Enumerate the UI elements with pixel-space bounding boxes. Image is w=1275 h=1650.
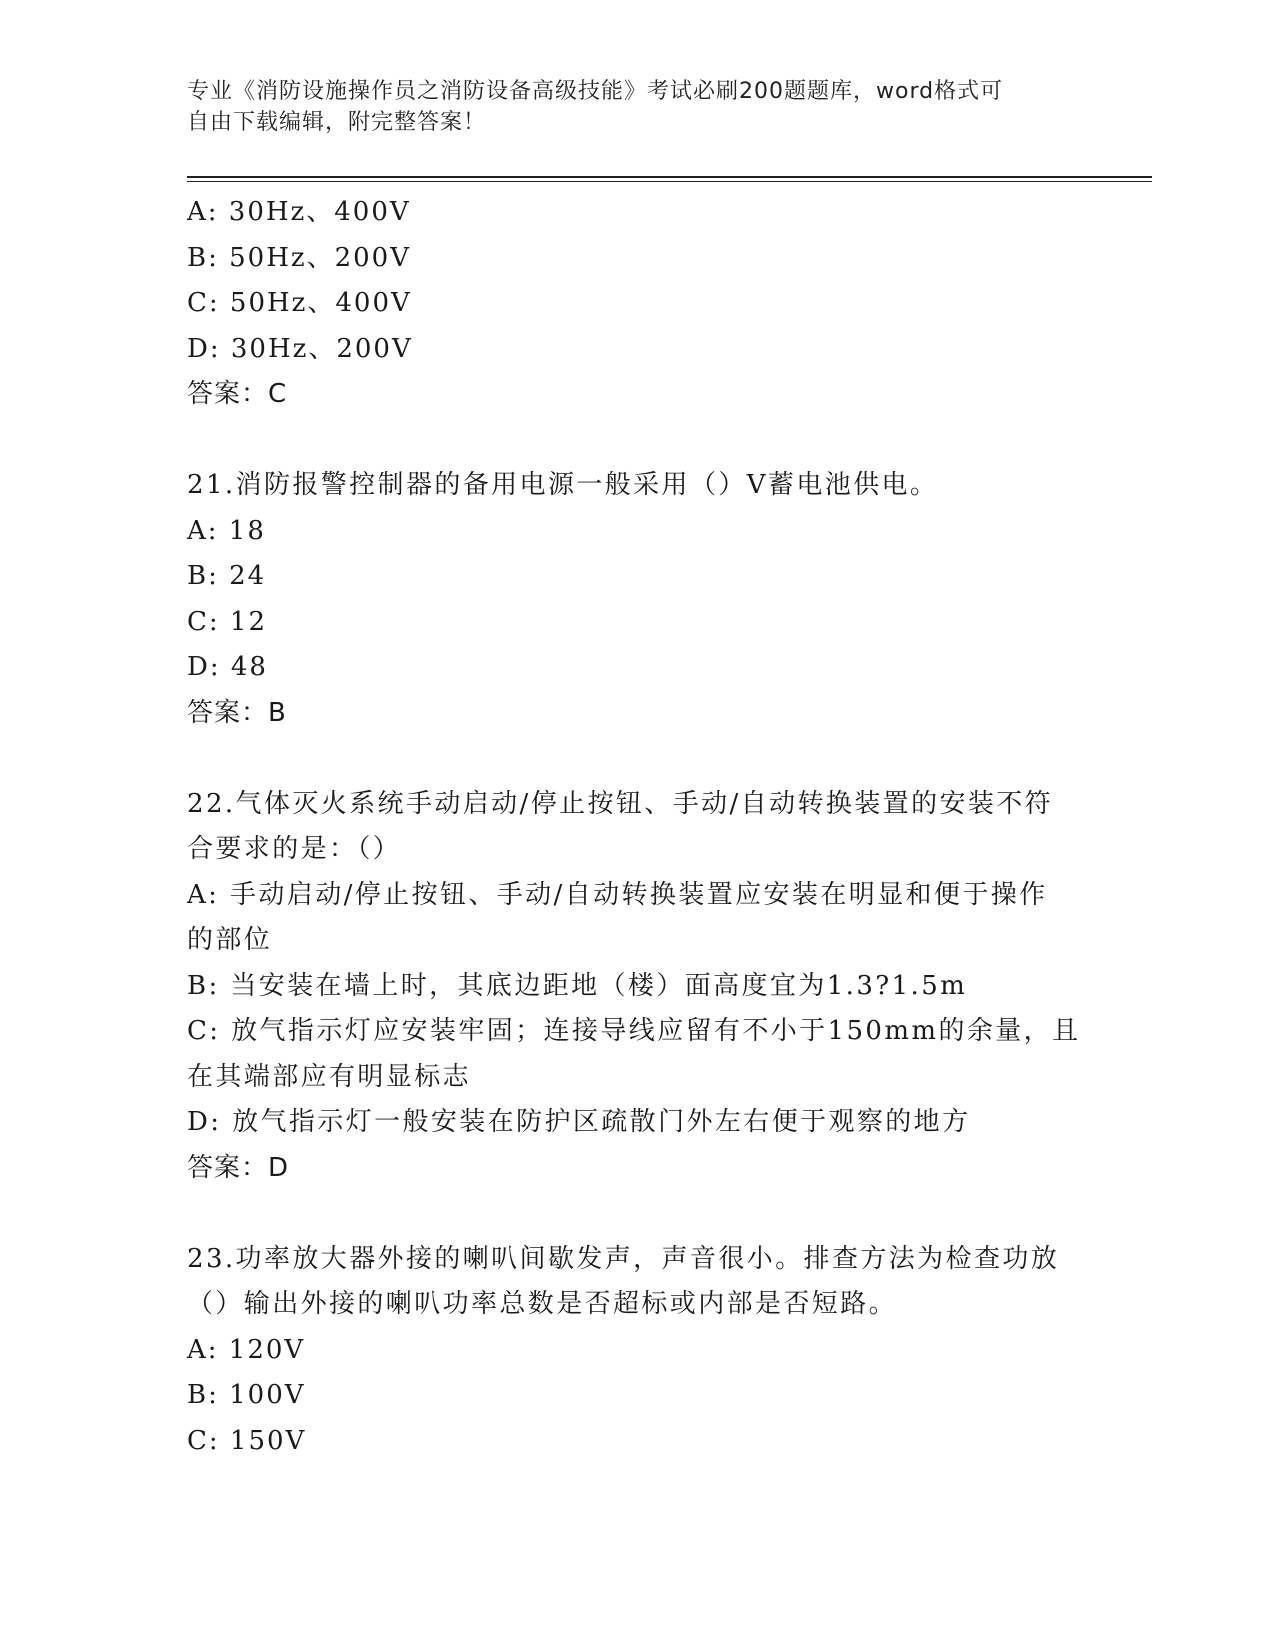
question-text-line-2: （）输出外接的喇叭功率总数是否超标或内部是否短路。 xyxy=(187,1289,898,1319)
question-block-prev xyxy=(187,190,1087,418)
spacer xyxy=(187,418,1087,464)
question-block-22 xyxy=(187,782,1087,1192)
option-a: A: 18 xyxy=(187,515,266,546)
option-c-line-1: C: 放气指示灯应安装牢固；连接导线应留有不小于150mm的余量，且 xyxy=(187,1016,1081,1046)
question-text-line-1: 22.气体灭火系统手动启动/停止按钮、手动/自动转换装置的安装不符 xyxy=(187,788,1054,819)
header-rule-thick xyxy=(187,176,1152,178)
option-d: D: 30Hz、200V xyxy=(187,333,413,364)
option-d: D: 放气指示灯一般安装在防护区疏散门外左右便于观察的地方 xyxy=(187,1107,971,1137)
option-a-line-2: 的部位 xyxy=(187,925,273,955)
question-list xyxy=(187,190,1087,1464)
option-c-line-2: 在其端部应有明显标志 xyxy=(187,1061,472,1092)
question-text: 21.消防报警控制器的备用电源一般采用（）V蓄电池供电。 xyxy=(187,470,939,500)
question-block-21 xyxy=(187,463,1087,736)
document-header xyxy=(187,76,1067,138)
header-line-1: 专业《消防设施操作员之消防设备高级技能》考试必刷200题题库，word格式可 xyxy=(187,79,1004,104)
option-c: C: 12 xyxy=(187,606,268,637)
header-rule-thin xyxy=(187,181,1152,182)
answer: 答案：C xyxy=(187,379,288,409)
answer: 答案：B xyxy=(187,697,287,728)
question-text-line-2: 合要求的是：（） xyxy=(187,834,402,864)
option-d: D: 48 xyxy=(187,652,268,682)
answer: 答案：D xyxy=(187,1152,290,1183)
spacer xyxy=(187,736,1087,782)
option-c: C: 50Hz、400V xyxy=(187,288,412,318)
spacer xyxy=(187,1191,1087,1237)
option-a-line-1: A: 手动启动/停止按钮、手动/自动转换装置应安装在明显和便于操作 xyxy=(187,879,1048,910)
question-block-23 xyxy=(187,1237,1087,1465)
option-b: B: 24 xyxy=(187,561,267,591)
option-a: A: 30Hz、400V xyxy=(187,197,411,227)
option-b: B: 100V xyxy=(187,1380,306,1410)
option-b: B: 当安装在墙上时，其底边距地（楼）面高度宜为1.3?1.5m xyxy=(187,970,968,1001)
option-a: A: 120V xyxy=(187,1334,306,1365)
header-line-2: 自由下载编辑，附完整答案！ xyxy=(187,110,487,135)
option-b: B: 50Hz、200V xyxy=(187,242,411,273)
question-text-line-1: 23.功率放大器外接的喇叭间歇发声，声音很小。排查方法为检查功放 xyxy=(187,1243,1060,1274)
option-c: C: 150V xyxy=(187,1425,307,1456)
